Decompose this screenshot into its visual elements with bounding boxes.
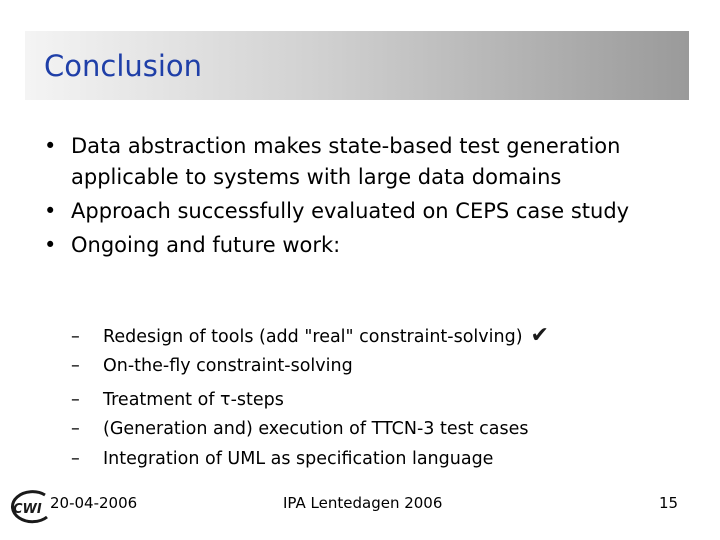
dash: –	[71, 327, 80, 347]
bullet-item	[44, 131, 684, 193]
sub-item	[71, 417, 529, 441]
dash: –	[71, 356, 80, 376]
dash: –	[71, 419, 80, 439]
sub-item-text: On-the-fly constraint-solving	[103, 356, 353, 376]
sub-item-text: (Generation and) execution of TTCN-3 test cases	[103, 419, 529, 439]
sub-item	[71, 354, 353, 378]
sub-item	[71, 324, 549, 349]
sub-item-text: Redesign of tools (add "real" constraint-solving)	[103, 327, 523, 347]
sub-item-text: Integration of UML as specification language	[103, 449, 494, 469]
footer-date: 20-04-2006	[50, 494, 138, 512]
bullet-dot: •	[44, 199, 57, 223]
bullet-item	[44, 230, 684, 261]
title-bar	[25, 31, 689, 100]
sub-item	[71, 447, 493, 471]
checkmark-icon: ✔	[530, 323, 549, 348]
logo-text: CWI	[13, 502, 42, 517]
bullet-text: Ongoing and future work:	[71, 233, 341, 257]
bullet-text: Approach successfully evaluated on CEPS case study	[71, 199, 630, 223]
slide-title: Conclusion	[44, 49, 203, 83]
bullet-text: Data abstraction makes state-based test generation applicable to systems with large data domains	[71, 134, 621, 189]
cwi-logo	[5, 489, 53, 525]
bullet-list	[44, 131, 684, 264]
bullet-dot: •	[44, 233, 57, 257]
dash: –	[71, 449, 80, 469]
sub-item-text: Treatment of τ-steps	[103, 390, 284, 410]
bullet-dot: •	[44, 134, 57, 158]
sub-item	[71, 388, 284, 412]
page-number: 15	[659, 494, 679, 512]
bullet-item	[44, 196, 684, 227]
footer-event: IPA Lentedagen 2006	[283, 494, 443, 512]
dash: –	[71, 390, 80, 410]
